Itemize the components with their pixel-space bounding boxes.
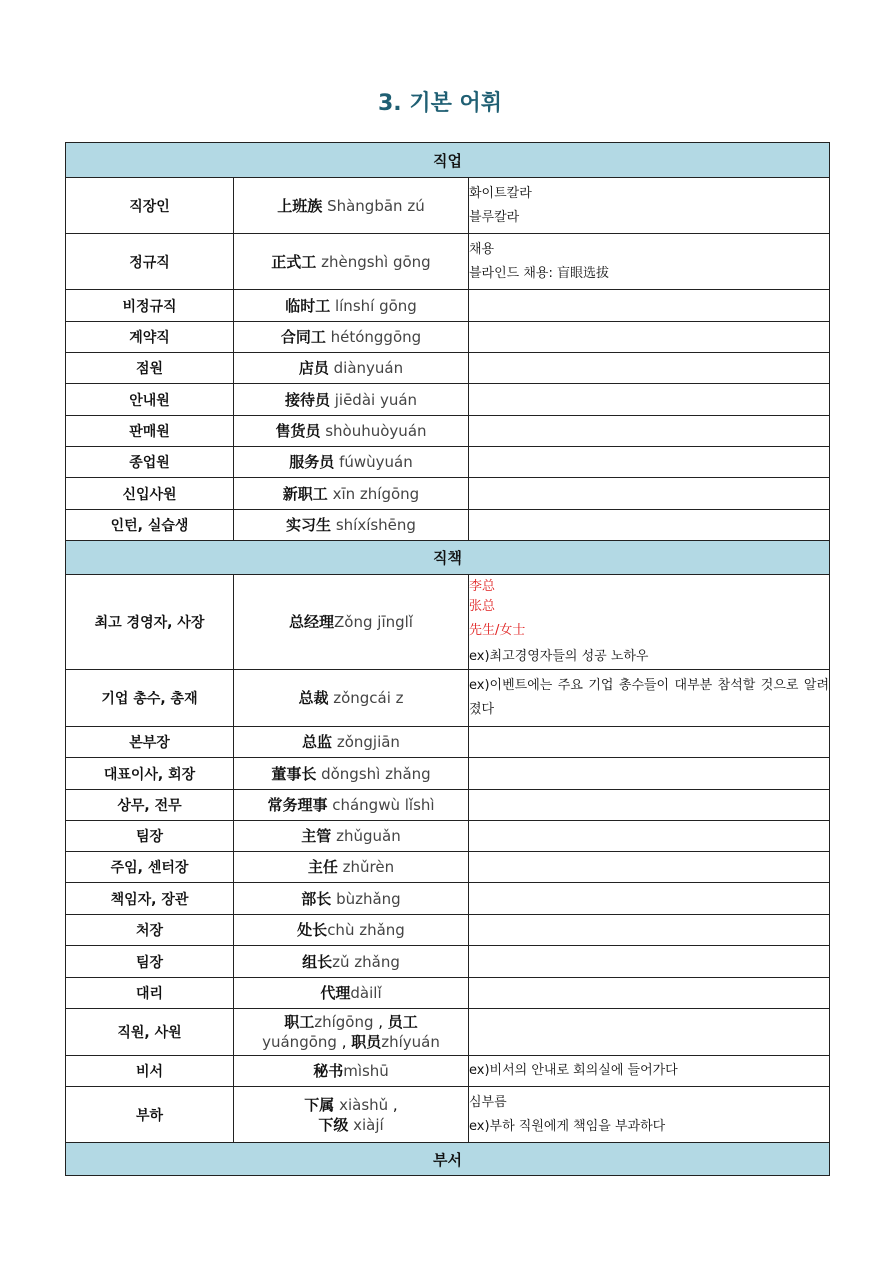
korean-term: 종업원 (66, 447, 234, 478)
table-row (66, 384, 830, 416)
note-cell: ex)비서의 안내로 회의실에 들어가다 (469, 1056, 830, 1087)
korean-term: 점원 (66, 353, 234, 384)
korean-term: 부하 (66, 1087, 234, 1143)
chinese-term: 主任 zhǔrèn (234, 852, 469, 883)
note-cell (469, 1009, 830, 1056)
korean-term: 최고 경영자, 사장 (66, 575, 234, 670)
korean-term: 신입사원 (66, 478, 234, 510)
note-cell (469, 790, 830, 821)
table-row (66, 915, 830, 946)
chinese-term: 店员 diànyuán (234, 353, 469, 384)
korean-term: 계약직 (66, 322, 234, 353)
note-cell (469, 883, 830, 915)
note-cell: 李总 张总 先生/女士 ex)최고경영자들의 성공 노하우 (469, 575, 830, 670)
chinese-term: 职工zhígōng , 员工 yuángōng , 职员zhíyuán (234, 1009, 469, 1056)
note-cell (469, 915, 830, 946)
table-row (66, 758, 830, 790)
korean-term: 직원, 사원 (66, 1009, 234, 1056)
korean-term: 처장 (66, 915, 234, 946)
chinese-term: 董事长 dǒngshì zhǎng (234, 758, 469, 790)
note-cell (469, 353, 830, 384)
table-row (66, 852, 830, 883)
note-cell (469, 447, 830, 478)
table-row (66, 670, 830, 727)
table-row (66, 478, 830, 510)
korean-term: 정규직 (66, 234, 234, 290)
korean-term: 상무, 전무 (66, 790, 234, 821)
chinese-term: 主管 zhǔguǎn (234, 821, 469, 852)
section-header-occupation: 직업 (66, 143, 830, 178)
table-row (66, 790, 830, 821)
table-row (66, 447, 830, 478)
korean-term: 비정규직 (66, 290, 234, 322)
note-cell (469, 978, 830, 1009)
chinese-term: 常务理事 chángwù lǐshì (234, 790, 469, 821)
note-cell: 심부름 ex)부하 직원에게 책임을 부과하다 (469, 1087, 830, 1143)
table-row (66, 416, 830, 447)
chinese-term: 总裁 zǒngcái z (234, 670, 469, 727)
table-row (66, 821, 830, 852)
table-row (66, 322, 830, 353)
note-cell (469, 727, 830, 758)
chinese-term: 售货员 shòuhuòyuán (234, 416, 469, 447)
chinese-term: 下属 xiàshǔ , 下级 xiàjí (234, 1087, 469, 1143)
korean-term: 안내원 (66, 384, 234, 416)
chinese-term: 合同工 hétónggōng (234, 322, 469, 353)
table-row (66, 510, 830, 541)
vocabulary-table (65, 142, 830, 1176)
korean-term: 판매원 (66, 416, 234, 447)
chinese-term: 新职工 xīn zhígōng (234, 478, 469, 510)
chinese-term: 临时工 línshí gōng (234, 290, 469, 322)
korean-term: 팀장 (66, 821, 234, 852)
chinese-term: 上班族 Shàngbān zú (234, 178, 469, 234)
note-cell: ex)이벤트에는 주요 기업 총수들이 대부분 참석할 것으로 알려졌다 (469, 670, 830, 727)
chinese-term: 组长zǔ zhǎng (234, 946, 469, 978)
korean-term: 비서 (66, 1056, 234, 1087)
note-cell (469, 290, 830, 322)
note-cell (469, 416, 830, 447)
page-title: 3. 기본 어휘 (378, 91, 502, 116)
chinese-term: 实习生 shíxíshēng (234, 510, 469, 541)
table-row (66, 946, 830, 978)
chinese-term: 代理dàilǐ (234, 978, 469, 1009)
table-row (66, 1087, 830, 1143)
note-cell (469, 478, 830, 510)
chinese-term: 正式工 zhèngshì gōng (234, 234, 469, 290)
section-header-position: 직책 (66, 541, 830, 575)
note-cell: 화이트칼라 블루칼라 (469, 178, 830, 234)
chinese-term: 总监 zǒngjiān (234, 727, 469, 758)
table-row (66, 1056, 830, 1087)
chinese-term: 秘书mìshū (234, 1056, 469, 1087)
korean-term: 대리 (66, 978, 234, 1009)
note-cell (469, 758, 830, 790)
korean-term: 기업 총수, 총재 (66, 670, 234, 727)
note-cell (469, 384, 830, 416)
table-row (66, 1009, 830, 1056)
note-cell (469, 852, 830, 883)
chinese-term: 服务员 fúwùyuán (234, 447, 469, 478)
note-cell (469, 946, 830, 978)
chinese-term: 处长chù zhǎng (234, 915, 469, 946)
table-row (66, 353, 830, 384)
korean-term: 본부장 (66, 727, 234, 758)
note-cell (469, 510, 830, 541)
korean-term: 책임자, 장관 (66, 883, 234, 915)
note-cell (469, 322, 830, 353)
section-header-department: 부서 (66, 1143, 830, 1176)
table-row (66, 883, 830, 915)
chinese-term: 部长 bùzhǎng (234, 883, 469, 915)
korean-term: 직장인 (66, 178, 234, 234)
korean-term: 주임, 센터장 (66, 852, 234, 883)
chinese-term: 接待员 jiēdài yuán (234, 384, 469, 416)
korean-term: 팀장 (66, 946, 234, 978)
note-cell: 채용 블라인드 채용: 盲眼选拔 (469, 234, 830, 290)
table-row (66, 727, 830, 758)
chinese-term: 总经理Zǒng jīnglǐ (234, 575, 469, 670)
table-row (66, 978, 830, 1009)
korean-term: 대표이사, 회장 (66, 758, 234, 790)
table-row (66, 178, 830, 234)
table-row (66, 290, 830, 322)
table-row (66, 575, 830, 670)
table-row (66, 234, 830, 290)
korean-term: 인턴, 실습생 (66, 510, 234, 541)
note-cell (469, 821, 830, 852)
